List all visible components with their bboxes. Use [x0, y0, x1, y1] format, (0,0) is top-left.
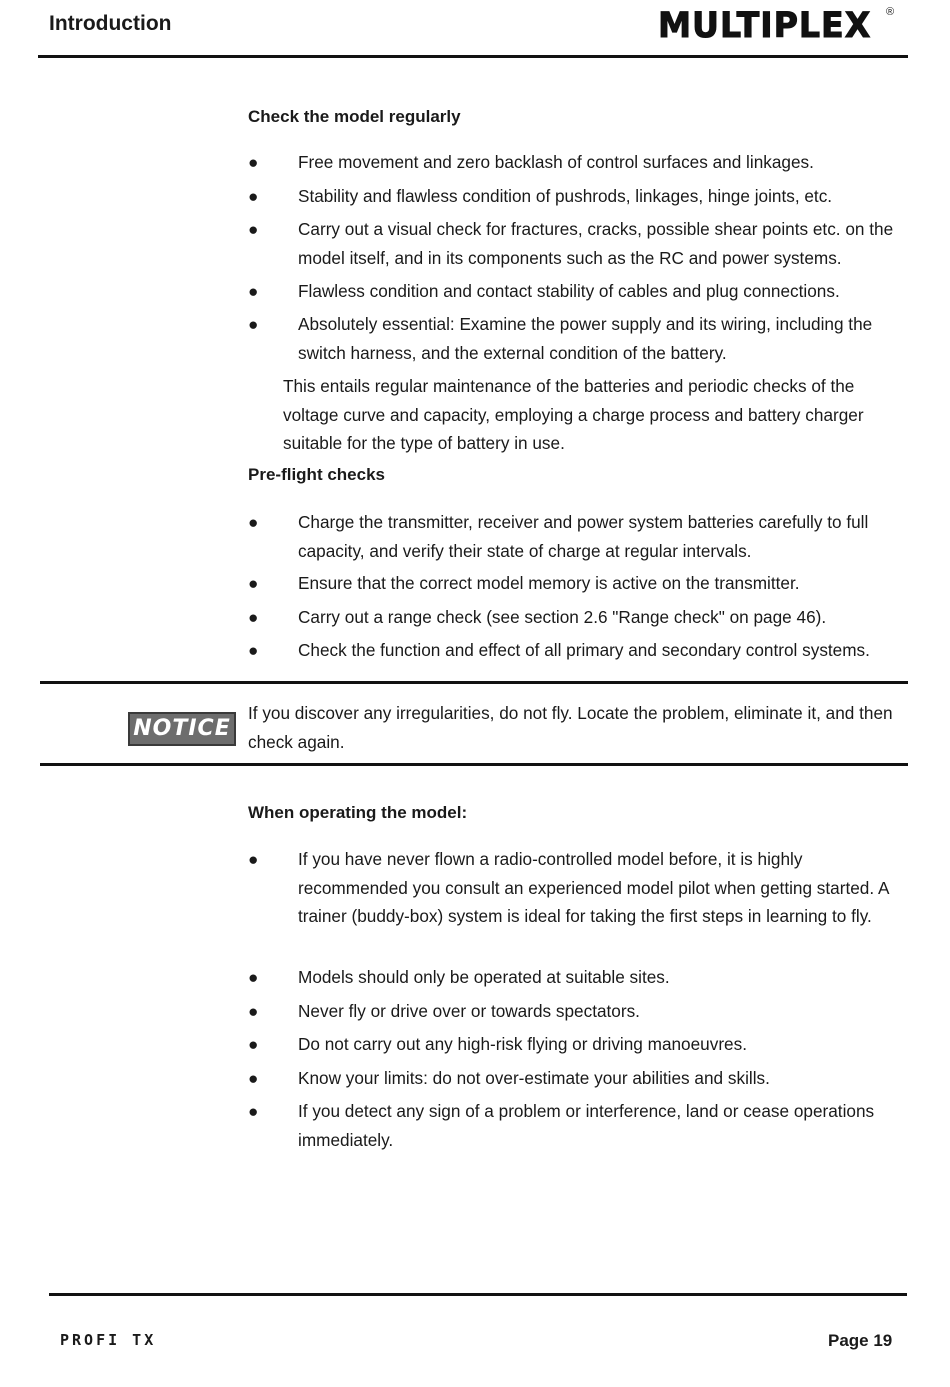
multiplex-logo: [658, 6, 898, 46]
list-item: ● Absolutely essential: Examine the power supply and its wiring, including the switch harness, and the external condition of the battery.: [248, 310, 898, 367]
bullet-icon: ●: [248, 314, 259, 334]
list-item: ● If you detect any sign of a problem or interference, land or cease operations immediately.: [248, 1097, 898, 1154]
bullet-icon: ●: [248, 512, 259, 532]
battery-maintenance-paragraph: This entails regular maintenance of the batteries and periodic checks of the voltage curve and capacity, employing a charge process and battery charger suitable for the type of battery in use.: [283, 376, 864, 453]
bullet-icon: ●: [248, 607, 259, 627]
bullet-icon: ●: [248, 281, 259, 301]
notice-top-rule: [40, 681, 908, 684]
notice-text: If you discover any irregularities, do not fly. Locate the problem, eliminate it, and then check again.: [248, 703, 893, 752]
list-item: ● Flawless condition and contact stability of cables and plug connections.: [248, 277, 898, 306]
list-item: ● Free movement and zero backlash of control surfaces and linkages.: [248, 148, 898, 177]
notice-bottom-rule: [40, 763, 908, 766]
list-item: ● Ensure that the correct model memory is active on the transmitter.: [248, 569, 898, 598]
bullet-icon: ●: [248, 186, 259, 206]
bullet-icon: ●: [248, 967, 259, 987]
list-item: ● Never fly or drive over or towards spectators.: [248, 997, 898, 1026]
bullet-icon: ●: [248, 573, 259, 593]
bullet-icon: ●: [248, 640, 259, 660]
list-item: ● Carry out a visual check for fractures, cracks, possible shear points etc. on the model itself, and in its components such as the RC and power systems.: [248, 215, 898, 272]
list-item: ● Do not carry out any high-risk flying or driving manoeuvres.: [248, 1030, 898, 1059]
bullet-icon: ●: [248, 152, 259, 172]
section-title-pre-flight: Pre-flight checks: [248, 465, 385, 484]
bullet-icon: ●: [248, 219, 259, 239]
list-item: ● If you have never flown a radio-controlled model before, it is highly recommended you consult an experienced model pilot when getting started. A trainer (buddy-box) system is ideal for taking the first steps in learning to fly.: [248, 845, 898, 931]
bullet-icon: ●: [248, 1068, 259, 1088]
list-item: ● Check the function and effect of all primary and secondary control systems.: [248, 636, 898, 665]
bullet-icon: ●: [248, 1101, 259, 1121]
footer-product-name: PROFI TX: [60, 1331, 157, 1349]
bullet-icon: ●: [248, 1034, 259, 1054]
page-header-title: Introduction: [49, 12, 172, 35]
list-item: ● Stability and flawless condition of pushrods, linkages, hinge joints, etc.: [248, 182, 898, 211]
section-title-check-model: Check the model regularly: [248, 107, 461, 126]
list-item: ● Know your limits: do not over-estimate your abilities and skills.: [248, 1064, 898, 1093]
bullet-icon: ●: [248, 1001, 259, 1021]
list-item: ● Charge the transmitter, receiver and power system batteries carefully to full capacity, and verify their state of charge at regular intervals.: [248, 508, 898, 565]
section-title-operating: When operating the model:: [248, 803, 468, 822]
bullet-icon: ●: [248, 849, 259, 869]
footer-rule: [49, 1293, 907, 1296]
notice-badge: NOTICE: [128, 712, 236, 746]
header-rule: [38, 55, 908, 58]
list-item: ● Models should only be operated at suitable sites.: [248, 963, 898, 992]
list-item: ● Carry out a range check (see section 2.6 "Range check" on page 46).: [248, 603, 898, 632]
page-number: Page 19: [828, 1331, 893, 1350]
logo-text: MULTIPLEX: [658, 6, 872, 46]
registered-mark: ®: [886, 6, 895, 18]
